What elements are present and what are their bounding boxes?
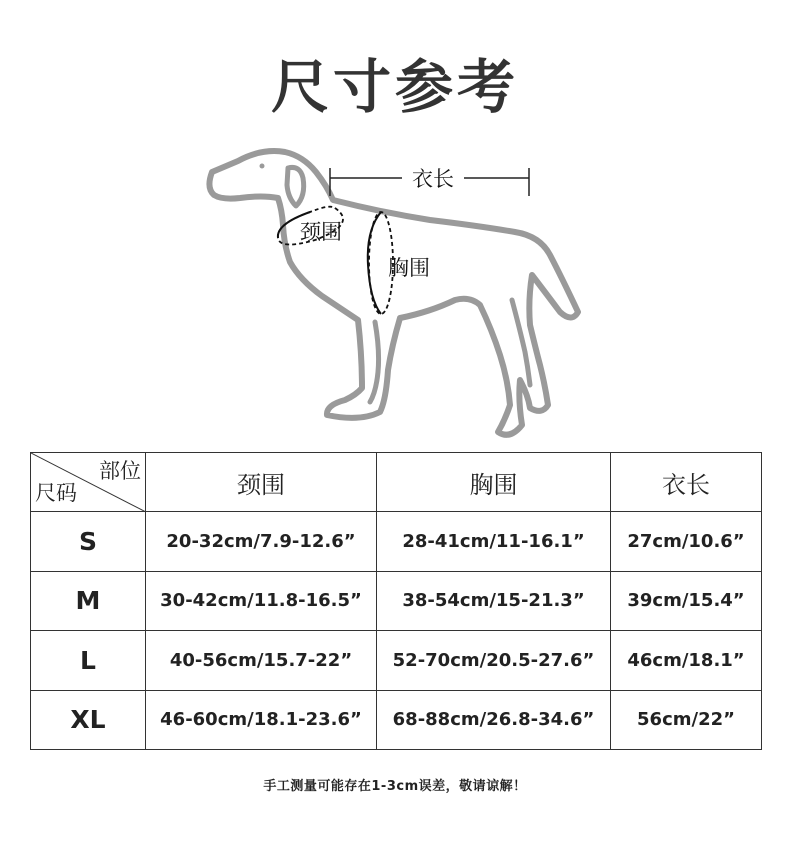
size-cell: M — [31, 571, 146, 631]
chest-value: 52-70cm/20.5-27.6” — [377, 631, 611, 691]
length-value: 27cm/10.6” — [611, 512, 762, 572]
measurement-disclaimer: 手工测量可能存在1-3cm误差，敬请谅解！ — [263, 779, 527, 794]
chest-value: 28-41cm/11-16.1” — [377, 512, 611, 572]
neck-label: 颈围 — [300, 220, 342, 244]
table-row — [31, 571, 762, 631]
table-header-row — [31, 453, 762, 512]
page-title: 尺寸参考 — [270, 53, 519, 121]
neck-value: 30-42cm/11.8-16.5” — [146, 571, 377, 631]
corner-part-label: 部位 — [99, 459, 141, 483]
size-chart-table — [30, 452, 762, 750]
length-label: 衣长 — [402, 163, 464, 193]
chest-value: 68-88cm/26.8-34.6” — [377, 690, 611, 750]
length-value: 56cm/22” — [611, 690, 762, 750]
chest-value: 38-54cm/15-21.3” — [377, 571, 611, 631]
length-value: 46cm/18.1” — [611, 631, 762, 691]
neck-value: 20-32cm/7.9-12.6” — [146, 512, 377, 572]
column-header-chest: 胸围 — [377, 453, 611, 512]
neck-value: 40-56cm/15.7-22” — [146, 631, 377, 691]
length-value: 39cm/15.4” — [611, 571, 762, 631]
size-cell: L — [31, 631, 146, 691]
table-row — [31, 690, 762, 750]
dog-outline-illustration — [195, 140, 595, 445]
column-header-neck: 颈围 — [146, 453, 377, 512]
column-header-length: 衣长 — [611, 453, 762, 512]
table-corner-cell — [31, 453, 146, 512]
neck-value: 46-60cm/18.1-23.6” — [146, 690, 377, 750]
size-cell: S — [31, 512, 146, 572]
table-row — [31, 512, 762, 572]
corner-size-label: 尺码 — [35, 481, 77, 505]
chest-label: 胸围 — [388, 256, 430, 280]
table-row — [31, 631, 762, 691]
size-cell: XL — [31, 690, 146, 750]
